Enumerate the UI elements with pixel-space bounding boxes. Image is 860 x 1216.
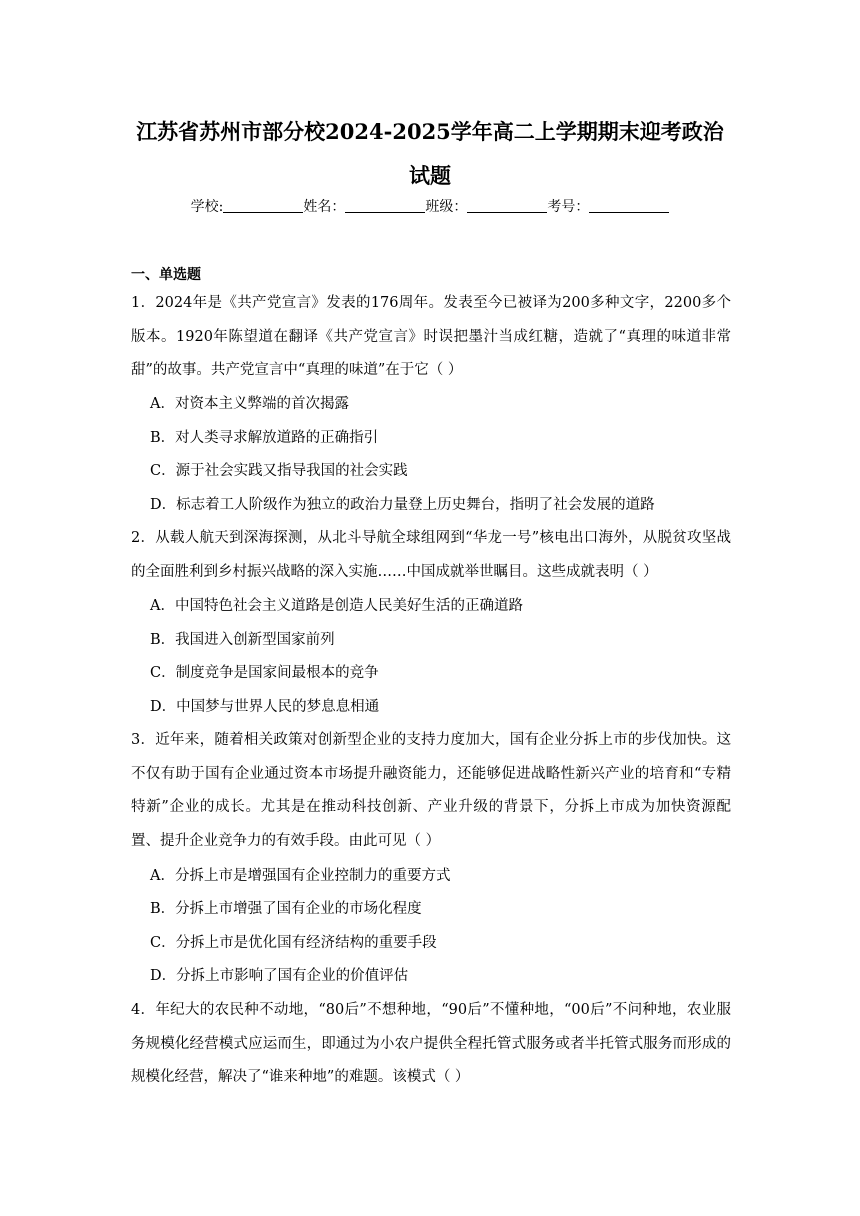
section-title: 一、单选题 <box>131 267 201 283</box>
name-blank <box>345 198 425 213</box>
question-1-stem: 1．2024年是《共产党宣言》发表的176周年。发表至今已被译为200多种文字，2200多个版本。1920年陈望道在翻译《共产党宣言》时误把墨汁当成红糖，造就了“真理的味道非常甜”的故事。共产党宣言中“真理的味道”在于它（ ） <box>131 295 731 379</box>
class-label: 班级： <box>425 199 468 215</box>
question-1-option-c: C．源于社会实践又指导我国的社会实践 <box>150 463 408 479</box>
student-info-row <box>0 196 860 216</box>
question-3-stem: 3．近年来，随着相关政策对创新型企业的支持力度加大，国有企业分拆上市的步伐加快。这不仅有助于国有企业通过资本市场提升融资能力，还能够促进战略性新兴产业的培育和“专精特新”企业的成长。尤其是在推动科技创新、产业升级的背景下，分拆上市成为加快资源配置、提升企业竞争力的有效手段。由此可见（ ） <box>131 732 731 849</box>
school-label: 学校: <box>190 199 224 215</box>
question-3-option-c: C．分拆上市是优化国有经济结构的重要手段 <box>150 935 437 951</box>
exam-no-label: 考号： <box>547 199 590 215</box>
question-2-option-b: B．我国进入创新型国家前列 <box>150 632 335 648</box>
question-2-option-a: A．中国特色社会主义道路是创造人民美好生活的正确道路 <box>150 598 523 614</box>
exam-no-blank <box>589 198 669 213</box>
school-blank <box>223 198 303 213</box>
question-2-option-d: D．中国梦与世界人民的梦息息相通 <box>150 699 380 715</box>
question-1-option-d: D．标志着工人阶级作为独立的政治力量登上历史舞台，指明了社会发展的道路 <box>150 497 655 513</box>
question-2-option-c: C．制度竞争是国家间最根本的竞争 <box>150 665 379 681</box>
question-3-option-b: B．分拆上市增强了国有企业的市场化程度 <box>150 901 422 917</box>
question-3-option-a: A．分拆上市是增强国有企业控制力的重要方式 <box>150 868 451 884</box>
question-1-option-a: A．对资本主义弊端的首次揭露 <box>150 396 349 412</box>
class-blank <box>467 198 547 213</box>
question-4-stem: 4．年纪大的农民种不动地，“80后”不想种地，“90后”不懂种地，“00后”不问种地，农业服务规模化经营模式应运而生，即通过为小农户提供全程托管式服务或者半托管式服务而形成的规模化经营，解决了“谁来种地”的难题。该模式（ ） <box>131 1002 731 1086</box>
page-title-line2: 试题 <box>409 163 451 188</box>
page-title: 江苏省苏州市部分校2024-2025学年高二上学期期末迎考政治 <box>136 119 724 144</box>
question-2-stem: 2．从载人航天到深海探测，从北斗导航全球组网到“华龙一号”核电出口海外，从脱贫攻坚战的全面胜利到乡村振兴战略的深入实施……中国成就举世瞩目。这些成就表明（ ） <box>131 530 731 580</box>
question-3-option-d: D．分拆上市影响了国有企业的价值评估 <box>150 968 409 984</box>
name-label: 姓名： <box>303 199 346 215</box>
question-1-option-b: B．对人类寻求解放道路的正确指引 <box>150 430 379 446</box>
